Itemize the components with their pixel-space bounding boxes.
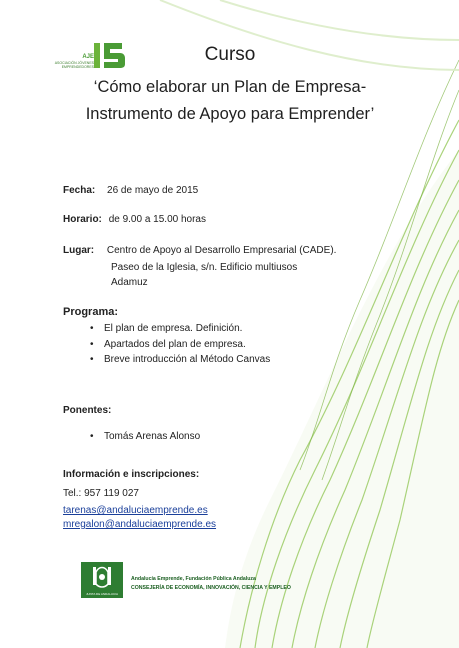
footer-line-2: CONSEJERÍA DE ECONOMÍA, INNOVACIÓN, CIENCIA Y EMPLEO [131,585,291,591]
aje-logo-text: AJE ASOCIACIÓN JÓVENES EMPRENDEDORES [54,54,94,69]
horario-value: de 9.00 a 15.00 horas [108,214,206,225]
footer-text [131,575,291,593]
ponentes-list [90,429,200,445]
lugar-line-1: Centro de Apoyo al Desarrollo Empresarial (CADE). [106,245,337,256]
ponentes-label: Ponentes: [63,405,112,416]
lugar-line-2: Paseo de la Iglesia, s/n. Edificio multiusos [111,262,298,273]
footer-logos [81,562,341,598]
list-item: • Apartados del plan de empresa. [90,337,270,353]
fecha-row [63,185,198,197]
junta-logo-text: JUNTA DE ANDALUCIA [85,592,119,596]
title-line-2: ‘Cómo elaborar un Plan de Empresa- [93,78,367,96]
fecha-value: 26 de mayo de 2015 [107,185,199,196]
junta-emblem-icon [81,562,123,592]
title-line-3: Instrumento de Apoyo para Emprender’ [85,105,375,123]
list-item: • Breve introducción al Método Canvas [90,352,270,368]
horario-row [63,214,206,226]
horario-label: Horario: [63,214,102,225]
email-link-1[interactable]: tarenas@andaluciaemprende.es [63,505,208,516]
programa-list [90,321,270,368]
list-item: • Tomás Arenas Alonso [90,429,200,445]
lugar-row [63,245,336,257]
lugar-label: Lugar: [63,245,95,256]
info-tel: Tel.: 957 119 027 [63,488,139,499]
list-item: • El plan de empresa. Definición. [90,321,270,337]
email-link-2[interactable]: mregalon@andaluciaemprende.es [63,519,217,530]
fecha-label: Fecha: [63,185,96,196]
lugar-line-3: Adamuz [111,277,148,288]
programa-label: Programa: [63,306,119,318]
footer-line-1: Andalucía Emprende, Fundación Pública Andaluza [131,576,256,582]
title-curso: Curso [204,44,256,65]
info-label: Información e inscripciones: [63,469,200,480]
junta-andalucia-logo [81,562,123,598]
